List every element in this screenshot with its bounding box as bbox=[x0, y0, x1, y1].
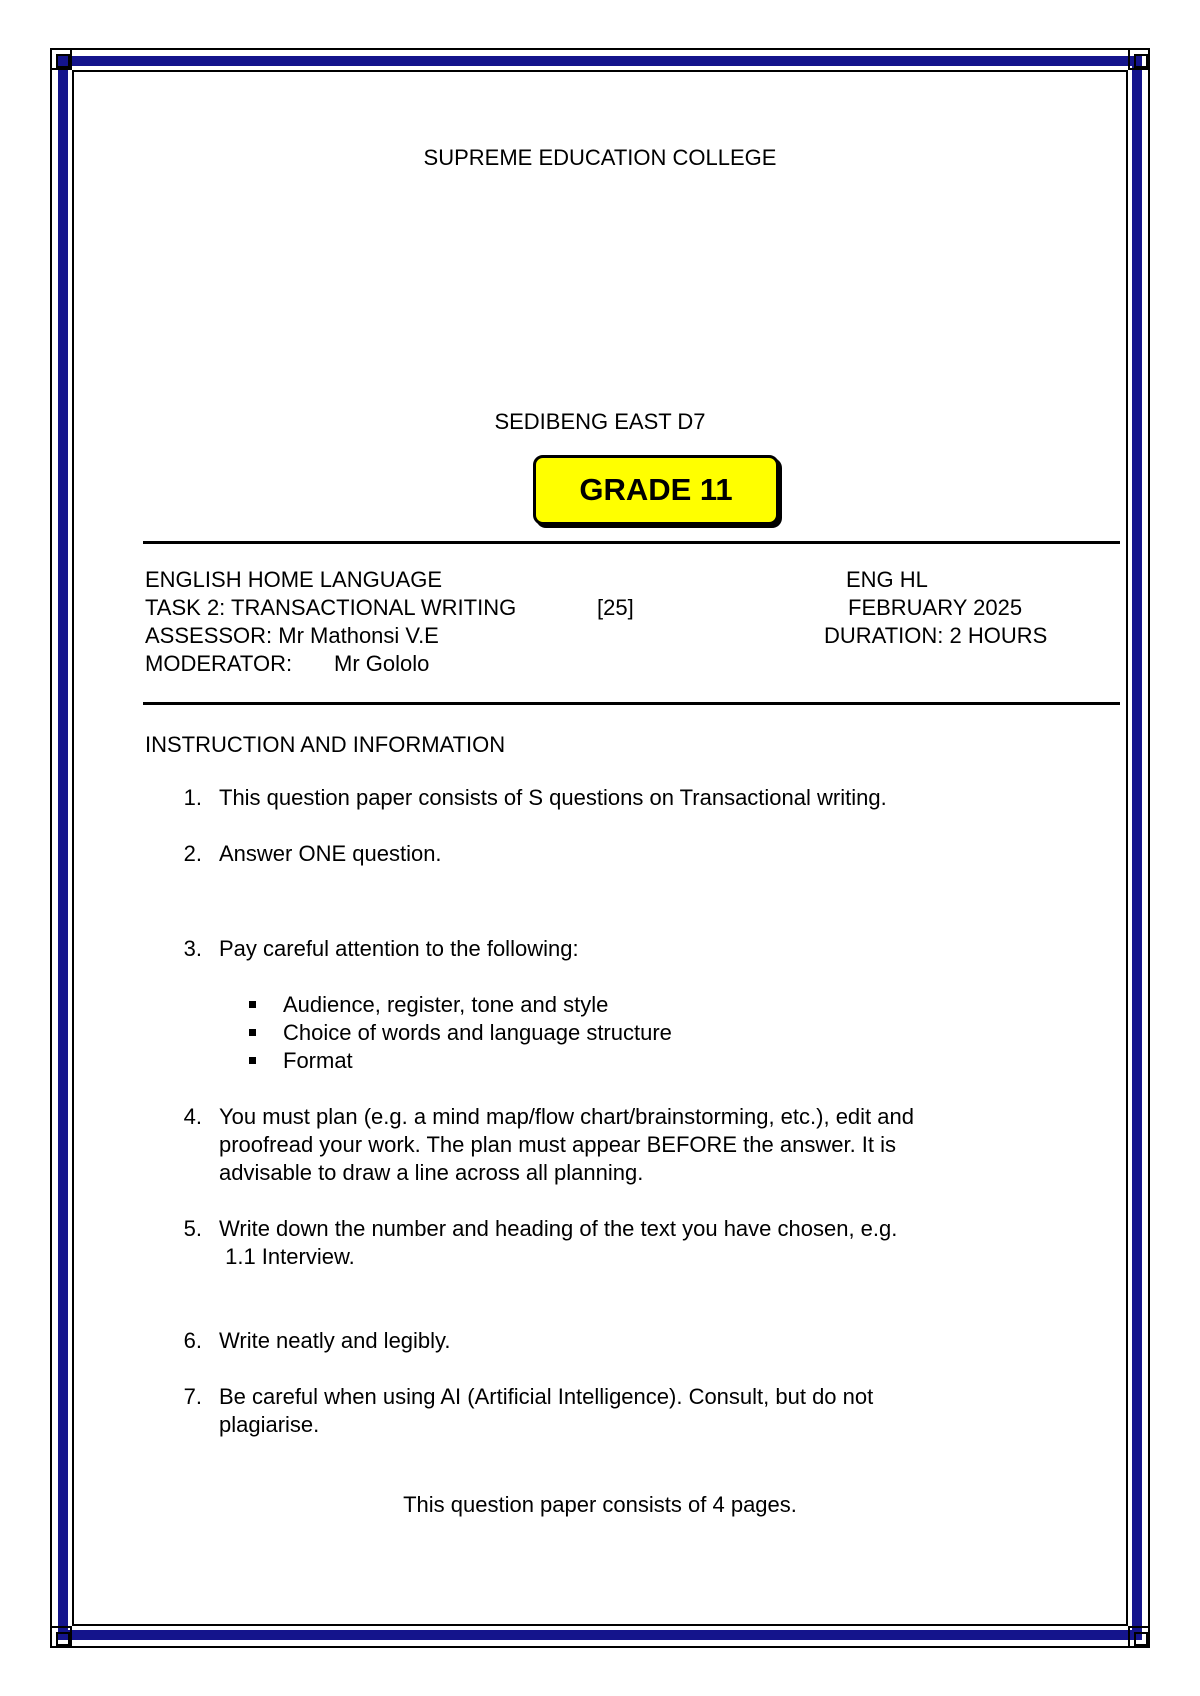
instruction-number: 4. bbox=[183, 1104, 202, 1129]
page-count-note: This question paper consists of 4 pages. bbox=[403, 1492, 797, 1517]
instruction-text: You must plan (e.g. a mind map/flow chart/brainstorming, etc.), edit and bbox=[219, 1104, 914, 1129]
instruction-number: 7. bbox=[183, 1384, 202, 1409]
grade-badge: GRADE 11 bbox=[533, 455, 779, 525]
instruction-number: 3. bbox=[183, 936, 202, 961]
instruction-text: Answer ONE question. bbox=[219, 841, 442, 866]
instruction-text: This question paper consists of S questions on Transactional writing. bbox=[219, 785, 887, 810]
assessor: ASSESSOR: Mr Mathonsi V.E bbox=[145, 623, 439, 648]
border-corner-bottom-right bbox=[1128, 1626, 1150, 1648]
border-corner-bottom-left bbox=[50, 1626, 72, 1648]
bullet-item: Choice of words and language structure bbox=[283, 1020, 672, 1045]
top-divider bbox=[143, 541, 1120, 544]
instruction-text: Be careful when using AI (Artificial Intelligence). Consult, but do not bbox=[219, 1384, 874, 1409]
bullet-marker bbox=[249, 1029, 256, 1036]
instruction-text: Write neatly and legibly. bbox=[219, 1328, 451, 1353]
instruction-number: 2. bbox=[183, 841, 202, 866]
bullet-item: Audience, register, tone and style bbox=[283, 992, 609, 1017]
instruction-text: advisable to draw a line across all planning. bbox=[219, 1160, 644, 1185]
instruction-number: 5. bbox=[183, 1216, 202, 1241]
bullet-marker bbox=[249, 1057, 256, 1064]
instruction-number: 1. bbox=[183, 785, 202, 810]
task-title: TASK 2: TRANSACTIONAL WRITING bbox=[145, 595, 517, 620]
duration: DURATION: 2 HOURS bbox=[824, 623, 1048, 648]
instruction-number: 6. bbox=[183, 1328, 202, 1353]
exam-date: FEBRUARY 2025 bbox=[848, 595, 1023, 620]
moderator-name: Mr Gololo bbox=[334, 651, 430, 676]
instruction-text: Pay careful attention to the following: bbox=[219, 936, 579, 961]
instruction-text: plagiarise. bbox=[219, 1412, 320, 1437]
moderator-label: MODERATOR: bbox=[145, 651, 293, 676]
instruction-text: proofread your work. The plan must appear BEFORE the answer. It is bbox=[219, 1132, 897, 1157]
subject-code: ENG HL bbox=[846, 567, 928, 592]
bottom-divider bbox=[143, 702, 1120, 705]
instruction-text: Write down the number and heading of the text you have chosen, e.g. bbox=[219, 1216, 898, 1241]
bullet-marker bbox=[249, 1001, 256, 1008]
school-name: SUPREME EDUCATION COLLEGE bbox=[423, 145, 777, 170]
instructions-heading: INSTRUCTION AND INFORMATION bbox=[145, 732, 506, 757]
instruction-text: 1.1 Interview. bbox=[219, 1244, 355, 1269]
border-corner-top-left bbox=[50, 48, 72, 70]
bullet-item: Format bbox=[283, 1048, 353, 1073]
task-marks: [25] bbox=[597, 595, 634, 620]
border-corner-top-right bbox=[1128, 48, 1150, 70]
subject-label: ENGLISH HOME LANGUAGE bbox=[145, 567, 443, 592]
district-name: SEDIBENG EAST D7 bbox=[494, 409, 706, 434]
